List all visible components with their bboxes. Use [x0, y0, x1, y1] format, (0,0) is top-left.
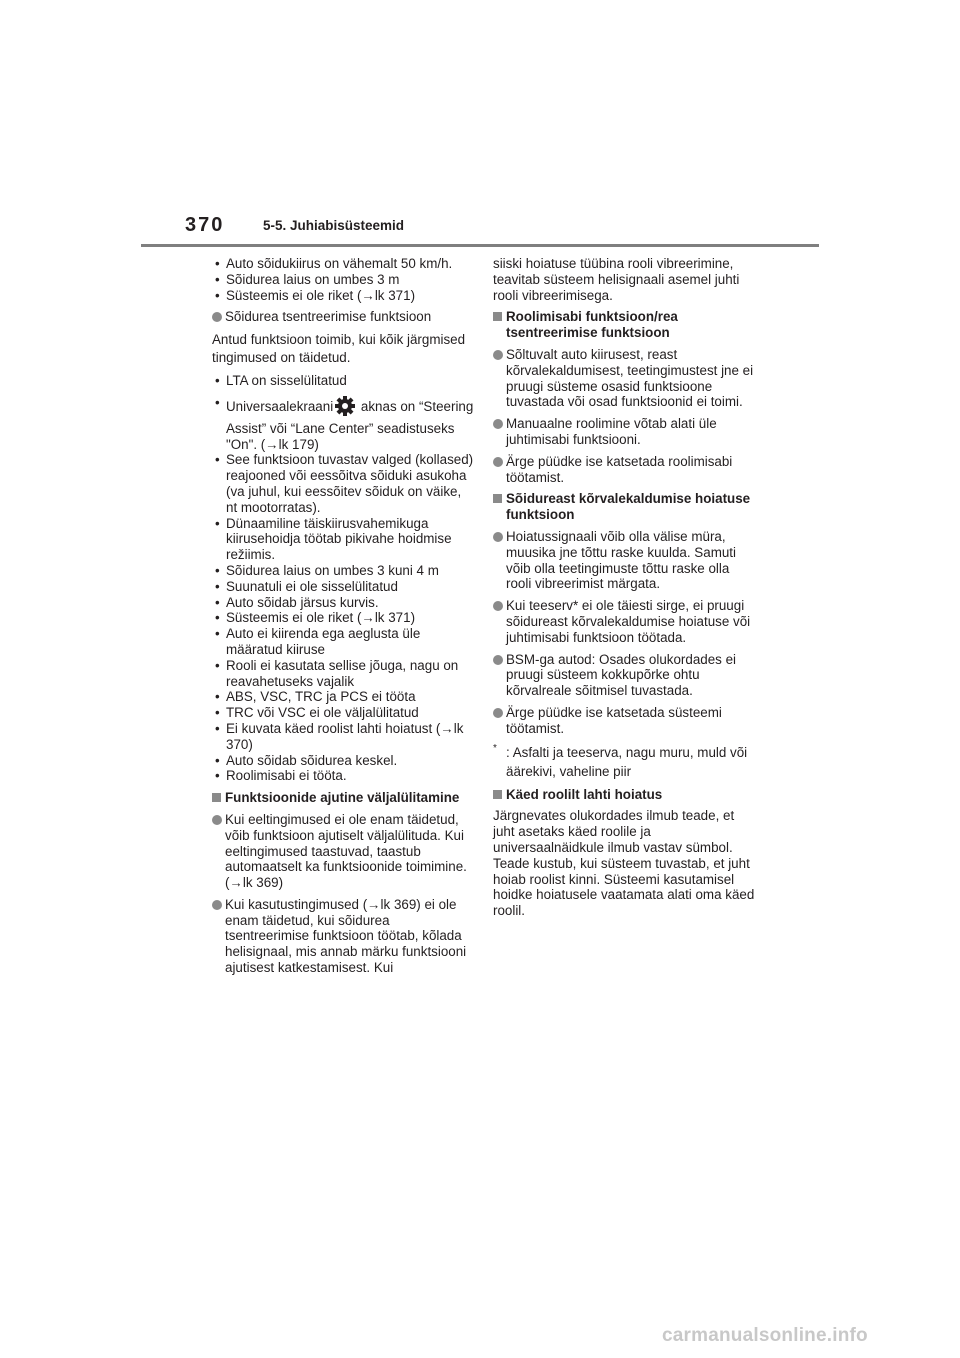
watermark: carmanualsonline.info — [662, 1325, 868, 1346]
list-item: • Rooli ei kasutata sellise jõuga, nagu on reavahetuseks vajalik — [212, 658, 474, 690]
centering-conditions-list — [212, 373, 474, 784]
list-item: • Auto sõidab järsus kurvis. — [212, 595, 474, 611]
list-item: • Auto ei kiirenda ega aeglusta üle määratud kiiruse — [212, 626, 474, 658]
header-rule — [141, 244, 819, 247]
dep-item: Ärge püüdke ise katsetada süsteemi töötamist. — [493, 705, 755, 737]
steer-item: Sõltuvalt auto kiirusest, reast kõrvalekaldumisest, teetingimustest jne ei pruugi süsteme osasid funktsioone tuvastada või osad funktsioonid ei toimi. — [493, 347, 755, 410]
list-item: • LTA on sisselülitatud — [212, 373, 474, 389]
list-item: • Ei kuvata käed roolist lahti hoiatust (→lk 370) — [212, 721, 474, 753]
dep-item: BSM-ga autod: Osades olukordades ei pruugi süsteem kokkupõrke ohtu kõrvalreale sõitmisel tuvastada. — [493, 652, 755, 699]
settings-text-after: aknas on “Steering Assist” või “Lane Center” seadistuseks "On". (→lk 179) — [226, 398, 474, 452]
hands-off-text: Järgnevates olukordades ilmub teade, et juht asetaks käed roolile ja universaalnäidkule ilmub vastav sümbol. Teade kustub, kui süsteem tuvastab, et juht hoiab roolist kinni. Süsteemi kasutamisel hoidke hoiatusele vaatamata alati oma käed roolil. — [493, 808, 755, 919]
right-column — [493, 256, 755, 925]
temp-item: Kui eeltingimused ei ole enam täidetud, võib funktsioon ajutiselt väljalülituda. Kui eeltingimused taastuvad, taastub automaatselt ka funktsioonide toimimine. (→lk 369) — [212, 812, 474, 891]
conditions-top-list — [212, 256, 474, 303]
temp-item: Kui kasutustingimused (→lk 369) ei ole enam täidetud, kui sõidurea tsentreerimise funktsioon töötab, kõlada helisignaal, mis annab märku funktsiooni ajutisest katkestamisest. Kui — [212, 897, 474, 976]
departure-warning-heading: Sõidureast kõrvalekaldumise hoiatuse funktsioon — [493, 491, 755, 523]
footnote-mark: * — [493, 742, 497, 754]
list-item: • Dünaamiline täiskiirusvahemikuga kiirusehoidja töötab pikivahe hoidmise režiimis. — [212, 516, 474, 563]
list-item: • Sõidurea laius on umbes 3 kuni 4 m — [212, 563, 474, 579]
section-title: 5-5. Juhiabisüsteemid — [263, 218, 405, 233]
dep-item: Kui teeserv* ei ole täiesti sirge, ei pruugi sõidureast kõrvalekaldumise hoiatuse või juhtimisabi funktsioon töötada. — [493, 598, 755, 645]
list-item: • Auto sõidab sõidurea keskel. — [212, 753, 474, 769]
list-item: • Sõidurea laius on umbes 3 m — [212, 272, 474, 288]
list-item: • Roolimisabi ei tööta. — [212, 768, 474, 784]
centering-intro: Antud funktsioon toimib, kui kõik järgmised tingimused on täidetud. — [212, 332, 466, 366]
list-item: • Süsteemis ei ole riket (→lk 371) — [212, 288, 474, 304]
hands-off-heading: Käed roolilt lahti hoiatus — [493, 787, 755, 803]
steering-assist-heading: Roolimisabi funktsioon/rea tsentreerimise funktsioon — [493, 309, 755, 341]
steer-item: Manuaalne roolimine võtab alati üle juhtimisabi funktsiooni. — [493, 416, 755, 448]
gear-icon — [334, 395, 356, 421]
footnote-text: : Asfalti ja teeserva, nagu muru, muld või äärekivi, vaheline piir — [506, 744, 748, 779]
settings-text-before: Universaalekraani — [226, 398, 334, 414]
list-item: • ABS, VSC, TRC ja PCS ei tööta — [212, 689, 474, 705]
dep-item: Hoiatussignaali võib olla välise müra, muusika jne tõttu raske kuulda. Samuti võib olla teetingimuste tõttu raske olla rooli vibreerimist märgata. — [493, 529, 755, 592]
continuation-text: siiski hoiatuse tüübina rooli vibreerimine, teavitab süsteem helisignaali asemel juhti rooli vibreerimisega. — [493, 256, 740, 303]
steer-item: Ärge püüdke ise katsetada roolimisabi töötamist. — [493, 454, 755, 486]
list-item: • Auto sõidukiirus on vähemalt 50 km/h. — [212, 256, 474, 272]
temp-disable-heading: Funktsioonide ajutine väljalülitamine — [212, 790, 474, 806]
footnote — [493, 743, 755, 781]
list-item-settings — [212, 395, 474, 452]
page-number: 370 — [185, 214, 225, 236]
list-item: • Süsteemis ei ole riket (→lk 371) — [212, 610, 474, 626]
list-item: • TRC või VSC ei ole väljalülitatud — [212, 705, 474, 721]
list-item: • See funktsioon tuvastav valged (kollased) reajooned või eessõitva sõiduki asukoha (va juhul, kui eessõitev sõiduk on väike, nt mootorratas). — [212, 452, 474, 515]
left-column — [212, 256, 474, 982]
centering-heading: Sõidurea tsentreerimise funktsioon — [212, 309, 474, 325]
list-item: • Suunatuli ei ole sisselülitatud — [212, 579, 474, 595]
